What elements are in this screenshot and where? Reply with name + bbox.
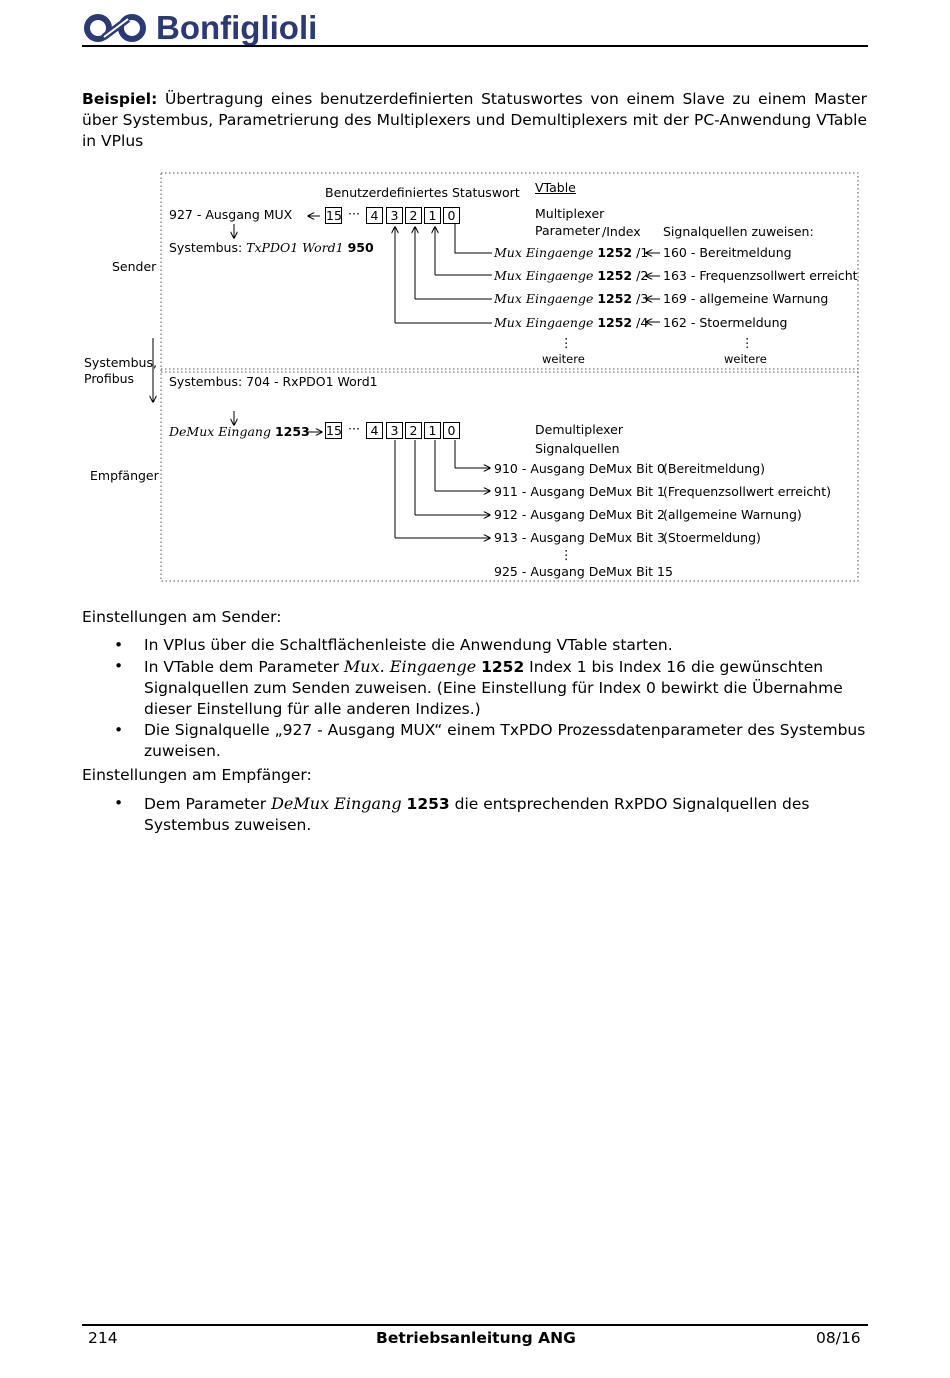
demux-meaning: (allgemeine Warnung) bbox=[663, 507, 802, 522]
mux-row: Mux Eingaenge 1252 /4 bbox=[494, 315, 649, 330]
demux-output: 911 - Ausgang DeMux Bit 1 bbox=[494, 484, 665, 499]
list-item: • Die Signalquelle „927 - Ausgang MUX“ einem TxPDO Prozessdatenparameter des Systembus zuweisen. bbox=[114, 721, 866, 760]
receiver-settings-list bbox=[82, 793, 872, 836]
status-word-title: Benutzerdefiniertes Statuswort bbox=[325, 185, 520, 200]
bottom-bit-4: 4 bbox=[366, 422, 383, 439]
mux-title-2: Parameter bbox=[535, 223, 601, 238]
demux-italic: DeMux Eingang bbox=[169, 424, 271, 439]
intro-text: Übertragung eines benutzerdefinierten Statuswortes von einem Slave zu einem Master über Systembus, Parametrierung des Multiplexers und Demultiplexers mit der PC-Anwendung VTable in VPlus bbox=[82, 90, 867, 150]
document-title: Betriebsanleitung ANG bbox=[376, 1329, 576, 1347]
demux-title-2: Signalquellen bbox=[535, 441, 620, 456]
mux-source: 162 - Stoermeldung bbox=[663, 315, 788, 330]
top-bit-0: 0 bbox=[443, 207, 460, 224]
mux-row: Mux Eingaenge 1252 /1 bbox=[494, 245, 649, 260]
vtable-label: VTable bbox=[535, 180, 576, 195]
mux-source: 160 - Bereitmeldung bbox=[663, 245, 792, 260]
list-item: • In VTable dem Parameter Mux. Eingaenge 1252 Index 1 bis Index 16 die gewünschten Signalquellen zum Senden zuweisen. (Eine Einstellung für Index 0 bewirkt die Übernahme dieser Einstellung für alle anderen Indizes.) bbox=[114, 657, 843, 718]
demux-output: 910 - Ausgang DeMux Bit 0 bbox=[494, 461, 665, 476]
sender-settings-heading: Einstellungen am Sender: bbox=[82, 608, 282, 626]
mux-row: Mux Eingaenge 1252 /2 bbox=[494, 268, 649, 283]
demux-meaning: (Bereitmeldung) bbox=[663, 461, 766, 476]
txpdo-prefix: Systembus: bbox=[169, 240, 247, 255]
txpdo-label bbox=[169, 240, 374, 255]
demux-input bbox=[169, 424, 310, 439]
intro-lead: Beispiel: bbox=[82, 90, 158, 108]
sender-settings-list bbox=[82, 635, 872, 762]
document-date: 08/16 bbox=[816, 1329, 861, 1347]
bottom-bit-1: 1 bbox=[424, 422, 441, 439]
assign-label: Signalquellen zuweisen: bbox=[663, 224, 814, 239]
list-item: • In VPlus über die Schaltflächenleiste die Anwendung VTable starten. bbox=[114, 636, 673, 654]
bottom-bit-0: 0 bbox=[443, 422, 460, 439]
bottom-bit-3: 3 bbox=[386, 422, 403, 439]
demux-output: 913 - Ausgang DeMux Bit 3 bbox=[494, 530, 665, 545]
mux-title-1: Multiplexer bbox=[535, 206, 605, 221]
bottom-bit-15: 15 bbox=[326, 423, 342, 438]
bottom-bit-2: 2 bbox=[405, 422, 422, 439]
mux-source: 169 - allgemeine Warnung bbox=[663, 291, 829, 306]
bus-label-1: Systembus, bbox=[84, 355, 157, 370]
bus-label-2: Profibus bbox=[84, 371, 135, 386]
txpdo-italic: TxPDO1 Word1 bbox=[246, 240, 344, 255]
bottom-bit-ellipsis: ··· bbox=[348, 421, 360, 436]
demux-meaning: (Frequenzsollwert erreicht) bbox=[663, 484, 831, 499]
top-bit-1: 1 bbox=[424, 207, 441, 224]
receiver-settings-heading: Einstellungen am Empfänger: bbox=[82, 766, 312, 784]
top-bit-2: 2 bbox=[405, 207, 422, 224]
rxpdo-label: Systembus: 704 - RxPDO1 Word1 bbox=[169, 374, 378, 389]
demux-last-output: 925 - Ausgang DeMux Bit 15 bbox=[494, 564, 673, 579]
mux-output: 927 - Ausgang MUX bbox=[169, 207, 293, 222]
sender-label: Sender bbox=[112, 259, 157, 274]
index-label: /Index bbox=[602, 224, 641, 239]
more-mux: weitere bbox=[542, 352, 585, 366]
mux-row: Mux Eingaenge 1252 /3 bbox=[494, 291, 649, 306]
footer-rule bbox=[82, 1324, 868, 1326]
vdots-sources: ⋮ bbox=[741, 335, 754, 350]
demux-title-1: Demultiplexer bbox=[535, 422, 623, 437]
vdots-demux: ⋮ bbox=[560, 547, 573, 562]
demux-number: 1253 bbox=[274, 424, 310, 439]
list-item: • Dem Parameter DeMux Eingang 1253 die entsprechenden RxPDO Signalquellen des Systembus zuweisen. bbox=[114, 794, 810, 834]
txpdo-number: 950 bbox=[347, 240, 374, 255]
mux-source: 163 - Frequenzsollwert erreicht bbox=[663, 268, 858, 283]
page-number: 214 bbox=[88, 1329, 118, 1347]
more-sources: weitere bbox=[724, 352, 767, 366]
top-bit-4: 4 bbox=[366, 207, 383, 224]
top-bit-3: 3 bbox=[386, 207, 403, 224]
brand-name: Bonfiglioli bbox=[156, 9, 318, 46]
demux-meaning: (Stoermeldung) bbox=[663, 530, 761, 545]
receiver-label: Empfänger bbox=[90, 468, 159, 483]
top-bit-15: 15 bbox=[326, 208, 342, 223]
vdots-mux: ⋮ bbox=[560, 335, 573, 350]
top-bit-ellipsis: ··· bbox=[348, 206, 360, 221]
demux-output: 912 - Ausgang DeMux Bit 2 bbox=[494, 507, 665, 522]
